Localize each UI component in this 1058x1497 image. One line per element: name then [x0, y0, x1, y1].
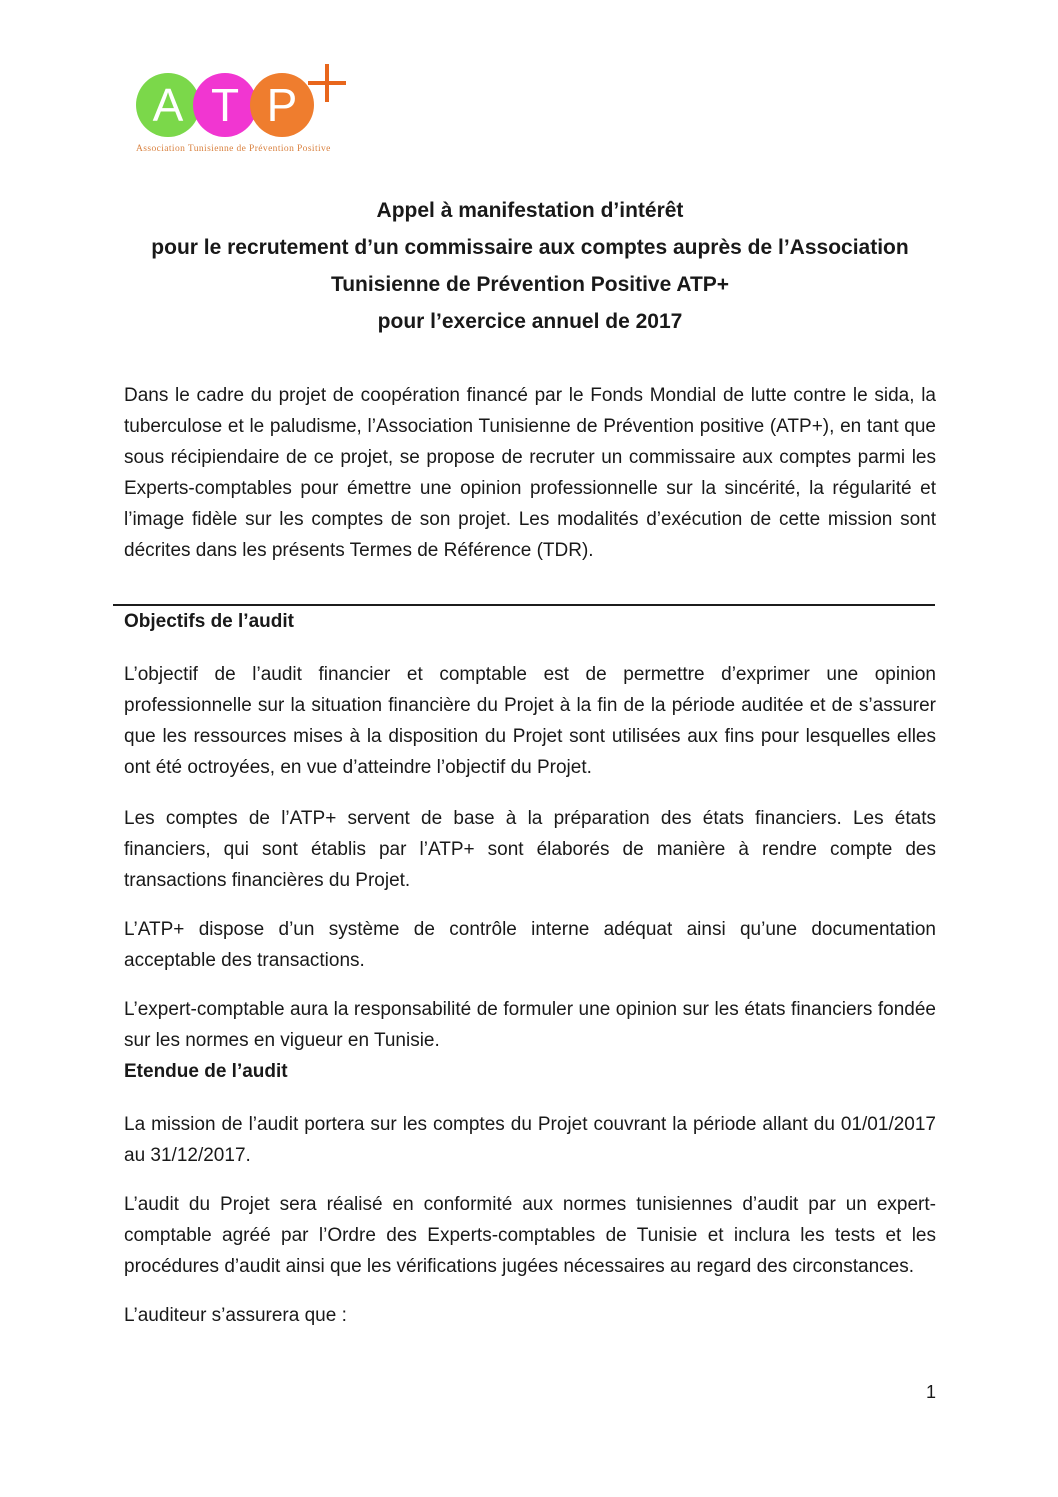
heading-etendue-audit: Etendue de l’audit: [124, 1061, 288, 1082]
page-number: 1: [925, 1382, 936, 1402]
title-line-4: pour l’exercice annuel de 2017: [377, 310, 683, 333]
plus-icon-bar: [325, 64, 329, 102]
paragraph: L’expert-comptable aura la responsabilité de formuler une opinion sur les états financiers fondée sur les normes en vigueur en Tunisie.: [124, 999, 936, 1051]
paragraph: L’objectif de l’audit financier et comptable est de permettre d’exprimer une opinion professionnelle sur la situation financière du Projet à la fin de la période auditée et de s’assurer que les ressources mises à la disposition du Projet sont utilisées aux fins pour lesquelles elles ont été octroyées, en vue d’atteindre l’objectif du Projet.: [124, 664, 936, 778]
plus-icon: [308, 64, 346, 102]
heading-objectifs-audit: Objectifs de l’audit: [124, 611, 294, 632]
logo-circle-a: A: [136, 73, 200, 137]
logo-circle-t: T: [193, 73, 257, 137]
paragraph: Les comptes de l’ATP+ servent de base à la préparation des états financiers. Les états financiers, qui sont établis par l’ATP+ sont élaborés de manière à rendre compte des transactions financières du Projet.: [124, 808, 936, 891]
paragraph: L’audit du Projet sera réalisé en conformité aux normes tunisiennes d’audit par un expert-comptable agréé par l’Ordre des Experts-comptables de Tunisie et inclura les tests et les procédures d’audit ainsi que les vérifications jugées nécessaires au regard des circonstances.: [124, 1194, 936, 1277]
title-line-1: Appel à manifestation d’intérêt: [376, 199, 684, 222]
title-line-3: Tunisienne de Prévention Positive ATP+: [330, 273, 730, 296]
logo-tagline: Association Tunisienne de Prévention Positive: [136, 144, 331, 154]
paragraph: La mission de l’audit portera sur les comptes du Projet couvrant la période allant du 01/01/2017 au 31/12/2017.: [124, 1114, 936, 1166]
paragraph: L’ATP+ dispose d’un système de contrôle interne adéquat ainsi qu’une documentation acceptable des transactions.: [124, 919, 936, 971]
logo-circle-p: P: [250, 73, 314, 137]
document-title: [124, 0, 936, 340]
document-content: [124, 0, 936, 1331]
intro-paragraph: Dans le cadre du projet de coopération financé par le Fonds Mondial de lutte contre le sida, la tuberculose et le paludisme, l’Association Tunisienne de Prévention positive (ATP+), en tant que sous récipiendaire de ce projet, se propose de recruter un commissaire aux comptes parmi les Experts-comptables pour émettre une opinion professionnelle sur la sincérité, la régularité et l’image fidèle sur les comptes de son projet. Les modalités d’exécution de cette mission sont décrites dans les présents Termes de Référence (TDR).: [124, 385, 936, 561]
title-line-2: pour le recrutement d’un commissaire aux comptes auprès de l’Association: [151, 236, 909, 259]
paragraph: L’auditeur s’assurera que :: [124, 1305, 347, 1326]
